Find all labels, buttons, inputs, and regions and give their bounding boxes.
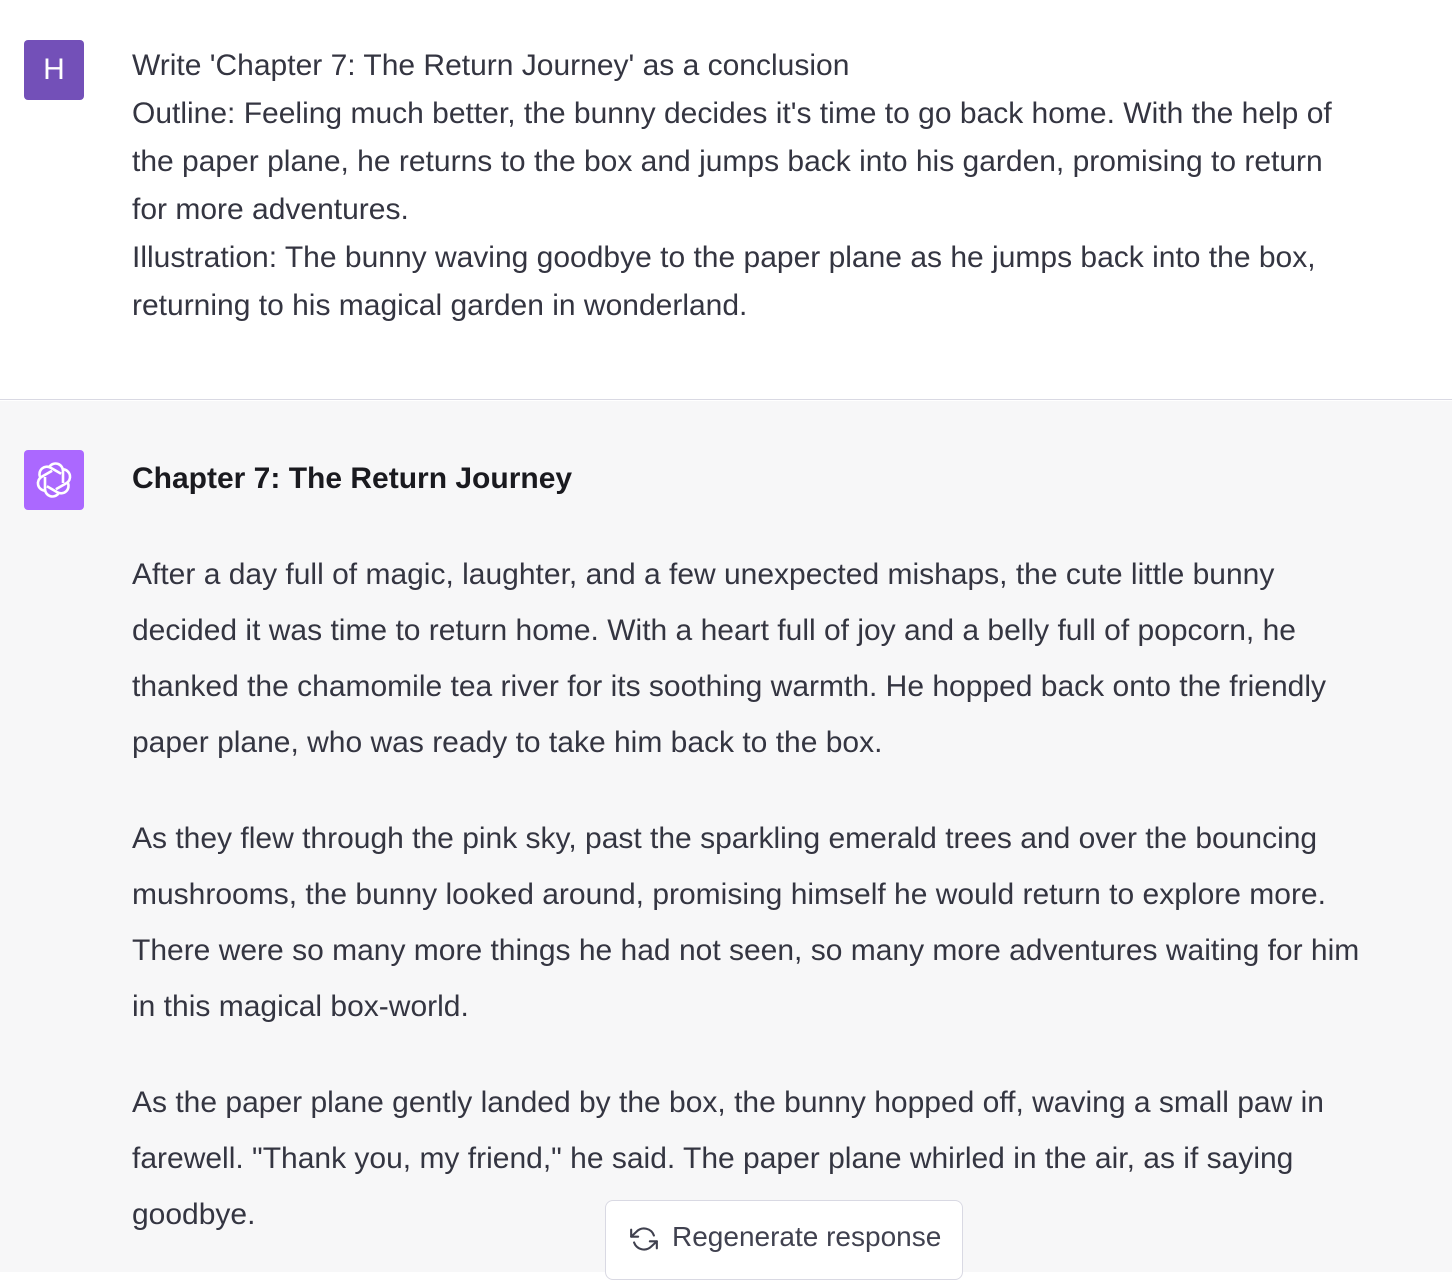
assistant-avatar — [24, 450, 84, 510]
paragraph-line: paper plane, who was ready to take him back to the box. — [132, 726, 883, 759]
paragraph-line: thanked the chamomile tea river for its soothing warmth. He hopped back onto the friendly — [132, 670, 1326, 703]
paragraph-line: After a day full of magic, laughter, and a few unexpected mishaps, the cute little bunny — [132, 558, 1275, 591]
user-message-line: Write 'Chapter 7: The Return Journey' as a conclusion — [132, 49, 850, 82]
openai-logo-icon — [32, 458, 76, 502]
assistant-message — [0, 401, 1452, 1272]
user-avatar-letter: H — [43, 53, 65, 86]
assistant-paragraph — [132, 547, 1432, 771]
user-message-line: Outline: Feeling much better, the bunny decides it's time to go back home. With the help of — [132, 97, 1332, 130]
paragraph-line: mushrooms, the bunny looked around, promising himself he would return to explore more. — [132, 878, 1326, 911]
paragraph-line: in this magical box-world. — [132, 990, 469, 1023]
paragraph-line: As they flew through the pink sky, past the sparkling emerald trees and over the bouncing — [132, 822, 1318, 855]
user-message — [0, 0, 1452, 400]
user-message-line: Illustration: The bunny waving goodbye to the paper plane as he jumps back into the box, — [132, 241, 1316, 274]
refresh-icon — [630, 1225, 658, 1253]
user-message-line: for more adventures. — [132, 193, 409, 226]
paragraph-line: goodbye. — [132, 1198, 256, 1231]
paragraph-line: There were so many more things he had not seen, so many more adventures waiting for him — [132, 934, 1360, 967]
user-avatar — [24, 40, 84, 100]
regenerate-response-label: Regenerate response — [672, 1221, 942, 1252]
user-message-line: returning to his magical garden in wonderland. — [132, 289, 748, 322]
paragraph-line: farewell. "Thank you, my friend," he said. The paper plane whirled in the air, as if saying — [132, 1142, 1294, 1175]
regenerate-response-button[interactable] — [605, 1200, 963, 1280]
paragraph-line: As the paper plane gently landed by the box, the bunny hopped off, waving a small paw in — [132, 1086, 1324, 1119]
paragraph-line: decided it was time to return home. With a heart full of joy and a belly full of popcorn, he — [132, 614, 1296, 647]
assistant-paragraph — [132, 811, 1432, 1035]
user-message-line: the paper plane, he returns to the box and jumps back into his garden, promising to return — [132, 145, 1323, 178]
assistant-message-content — [132, 455, 1432, 1243]
user-message-text — [132, 42, 1432, 330]
assistant-chapter-title: Chapter 7: The Return Journey — [132, 462, 573, 495]
